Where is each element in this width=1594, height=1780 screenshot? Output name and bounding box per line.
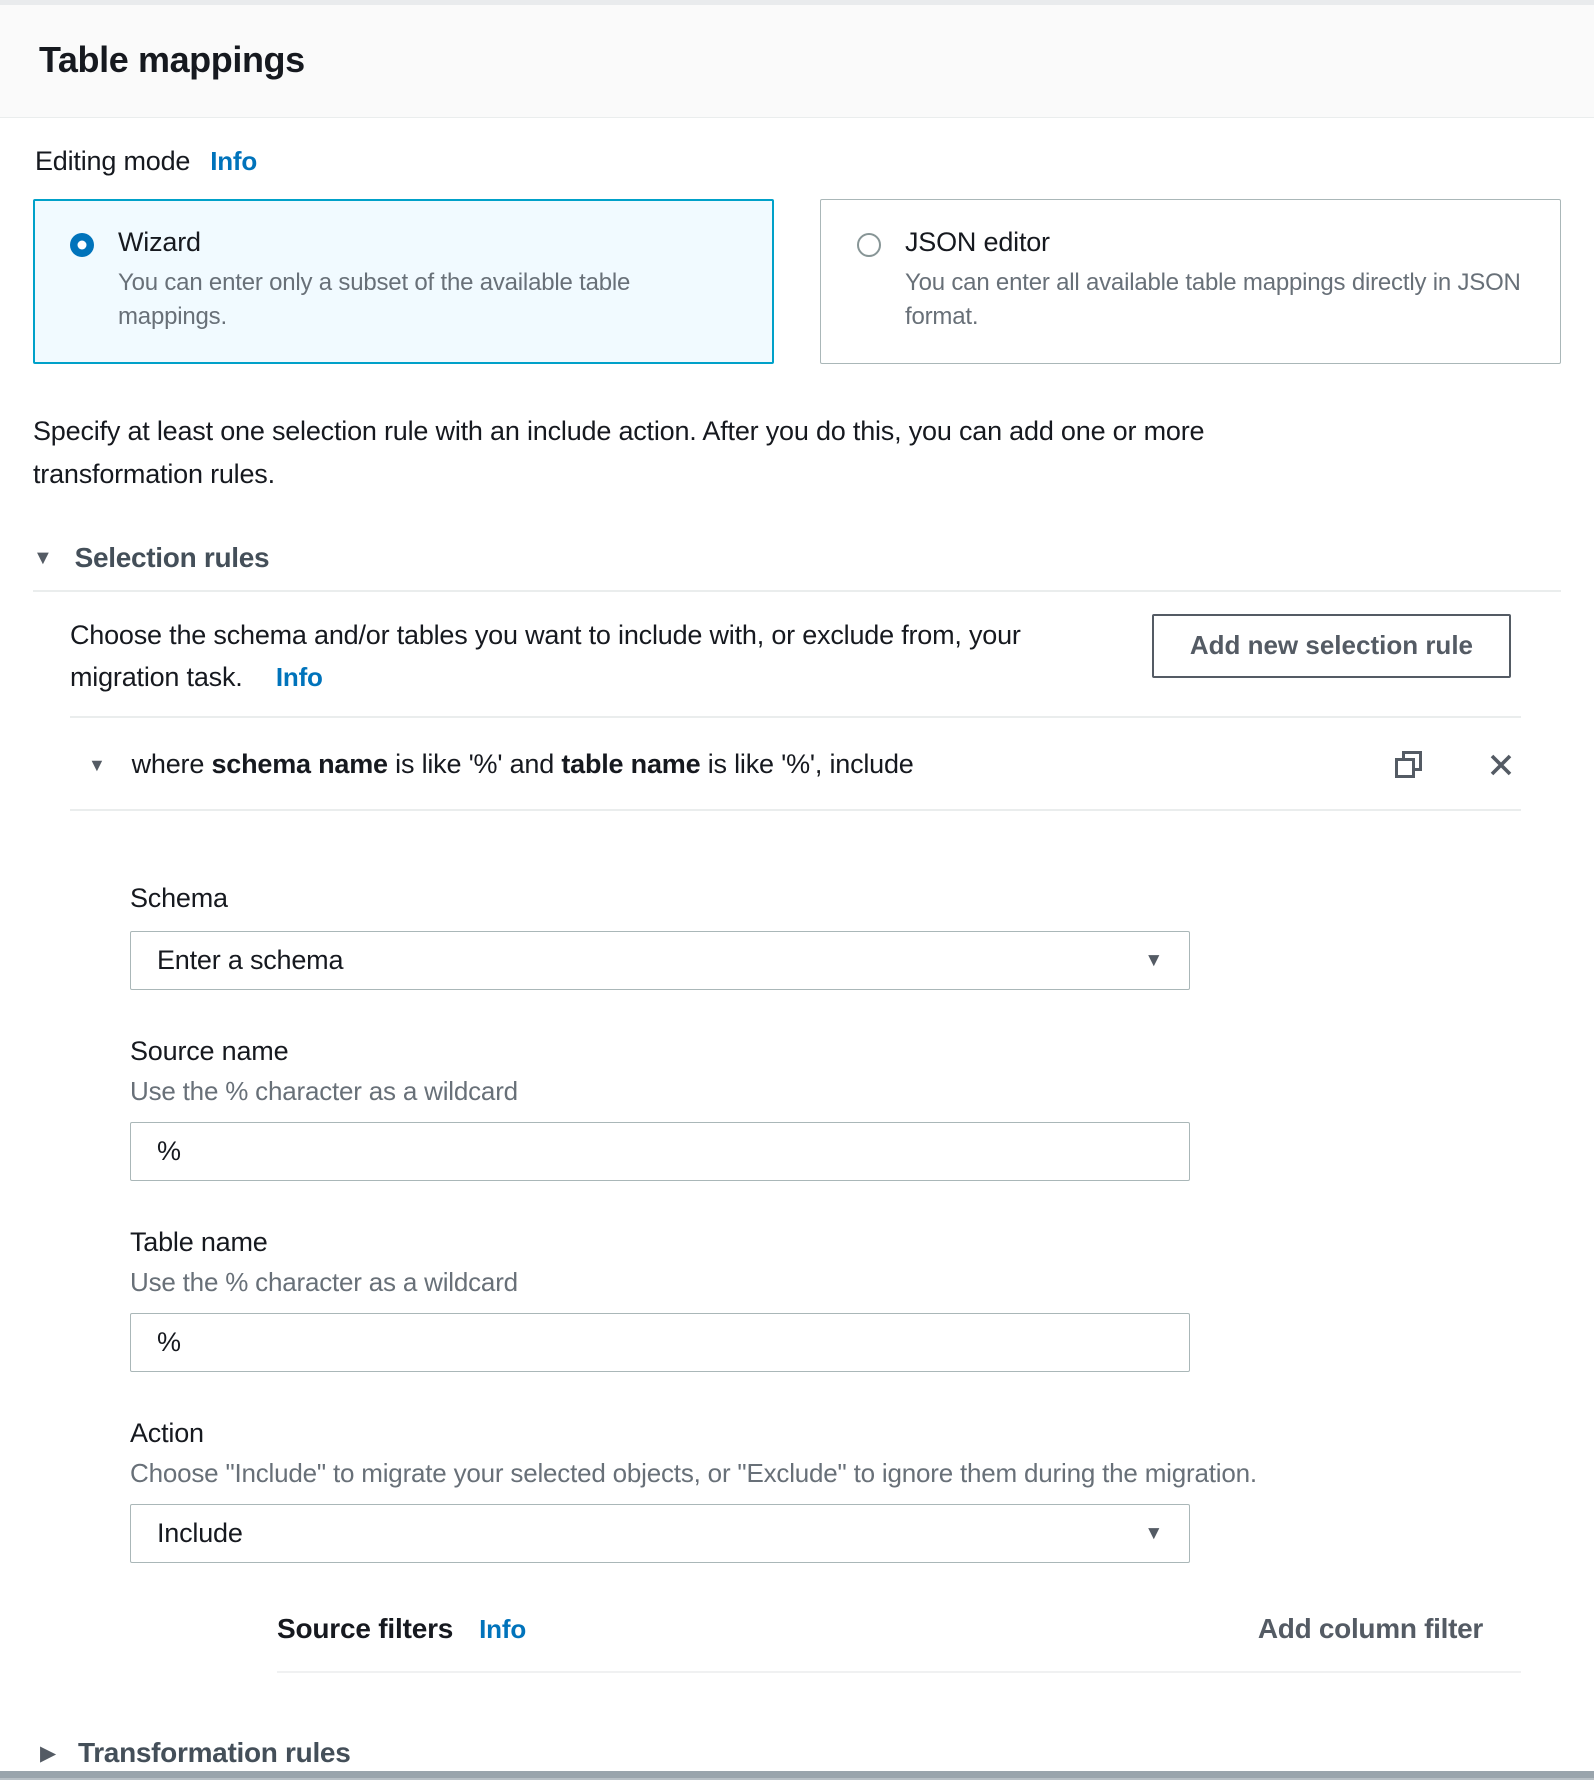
panel-content xyxy=(0,146,1594,1769)
schema-label: Schema xyxy=(130,883,228,913)
action-label: Action xyxy=(130,1418,204,1448)
rule-summary-schema-name: schema name xyxy=(211,749,388,779)
source-name-label: Source name xyxy=(130,1036,289,1066)
rule-summary-middle: is like '%' and xyxy=(387,749,562,779)
triangle-down-icon: ▼ xyxy=(33,547,53,569)
source-name-hint: Use the % character as a wildcard xyxy=(130,1076,518,1106)
divider xyxy=(70,809,1521,811)
rule-summary xyxy=(132,749,914,780)
source-filters-section xyxy=(277,1613,1521,1673)
tile-json-title: JSON editor xyxy=(905,227,1050,257)
rule-summary-table-name: table name xyxy=(561,749,701,779)
schema-select[interactable] xyxy=(130,931,1190,990)
table-name-hint: Use the % character as a wildcard xyxy=(130,1267,518,1297)
add-column-filter-button[interactable]: Add column filter xyxy=(1257,1613,1483,1644)
action-select-value: Include xyxy=(157,1518,243,1548)
intro-text: Specify at least one selection rule with an include action. After you do this, you can add one or more transformation rules. xyxy=(33,416,1205,489)
editing-mode-row xyxy=(35,146,1561,177)
table-name-label: Table name xyxy=(130,1227,268,1257)
source-filters-row xyxy=(277,1613,1521,1645)
panel-header xyxy=(0,5,1594,118)
caret-down-icon: ▼ xyxy=(1144,1523,1163,1544)
selection-rules-description-text: Choose the schema and/or tables you want to include with, or exclude from, your migration task. xyxy=(70,620,1021,692)
tile-wizard[interactable] xyxy=(33,199,774,364)
selection-rules-header[interactable] xyxy=(33,542,1561,574)
tile-json-description: You can enter all available table mappings directly in JSON format. xyxy=(905,269,1521,330)
tile-json-content xyxy=(905,227,1524,334)
selection-rules-title: Selection rules xyxy=(74,542,270,573)
copy-icon xyxy=(1392,748,1425,781)
table-name-input[interactable] xyxy=(130,1313,1190,1372)
rule-header-row xyxy=(70,718,1521,809)
table-name-field xyxy=(130,1225,1521,1372)
selection-rules-description-row xyxy=(70,614,1521,698)
source-filters-info-link[interactable]: Info xyxy=(479,1614,527,1644)
radio-selected-icon[interactable] xyxy=(70,233,94,257)
tile-wizard-title: Wizard xyxy=(118,227,201,257)
tile-wizard-content xyxy=(118,227,737,334)
schema-select-value: Enter a schema xyxy=(157,945,344,975)
tile-wizard-description: You can enter only a subset of the available table mappings. xyxy=(118,269,631,330)
source-filters-title: Source filters xyxy=(277,1613,454,1644)
rule-form xyxy=(130,881,1521,1673)
selection-rules-section xyxy=(33,542,1561,1673)
action-field xyxy=(130,1416,1521,1563)
selection-rules-body xyxy=(70,614,1521,1673)
source-name-input[interactable] xyxy=(130,1122,1190,1181)
editing-mode-tiles xyxy=(33,199,1561,364)
rule-summary-suffix: is like '%', include xyxy=(700,749,914,779)
editing-mode-info-link[interactable]: Info xyxy=(210,146,258,176)
bottom-panel-edge xyxy=(0,1771,1594,1780)
source-filters-left xyxy=(277,1613,526,1645)
rule-summary-prefix: where xyxy=(131,749,212,779)
source-name-field xyxy=(130,1034,1521,1181)
triangle-right-icon: ▶ xyxy=(40,1741,56,1765)
add-selection-rule-button[interactable]: Add new selection rule xyxy=(1152,614,1511,678)
duplicate-rule-button[interactable] xyxy=(1392,748,1425,781)
tile-json-editor[interactable] xyxy=(820,199,1561,364)
caret-down-icon: ▼ xyxy=(1144,950,1163,971)
transformation-rules-title: Transformation rules xyxy=(77,1737,351,1768)
triangle-down-icon[interactable]: ▼ xyxy=(88,754,106,775)
action-select[interactable] xyxy=(130,1504,1190,1563)
selection-rules-description xyxy=(70,614,1025,698)
divider xyxy=(33,590,1561,592)
radio-unselected-icon[interactable] xyxy=(857,233,881,257)
close-icon xyxy=(1485,749,1517,781)
selection-rules-info-link[interactable]: Info xyxy=(275,662,323,692)
divider xyxy=(277,1671,1521,1673)
editing-mode-label: Editing mode xyxy=(35,146,191,176)
action-hint: Choose "Include" to migrate your selected objects, or "Exclude" to ignore them during the migration. xyxy=(130,1458,1257,1488)
schema-field xyxy=(130,881,1521,990)
remove-rule-button[interactable] xyxy=(1485,749,1517,781)
page-title: Table mappings xyxy=(39,39,305,80)
transformation-rules-header[interactable] xyxy=(40,1737,1561,1769)
